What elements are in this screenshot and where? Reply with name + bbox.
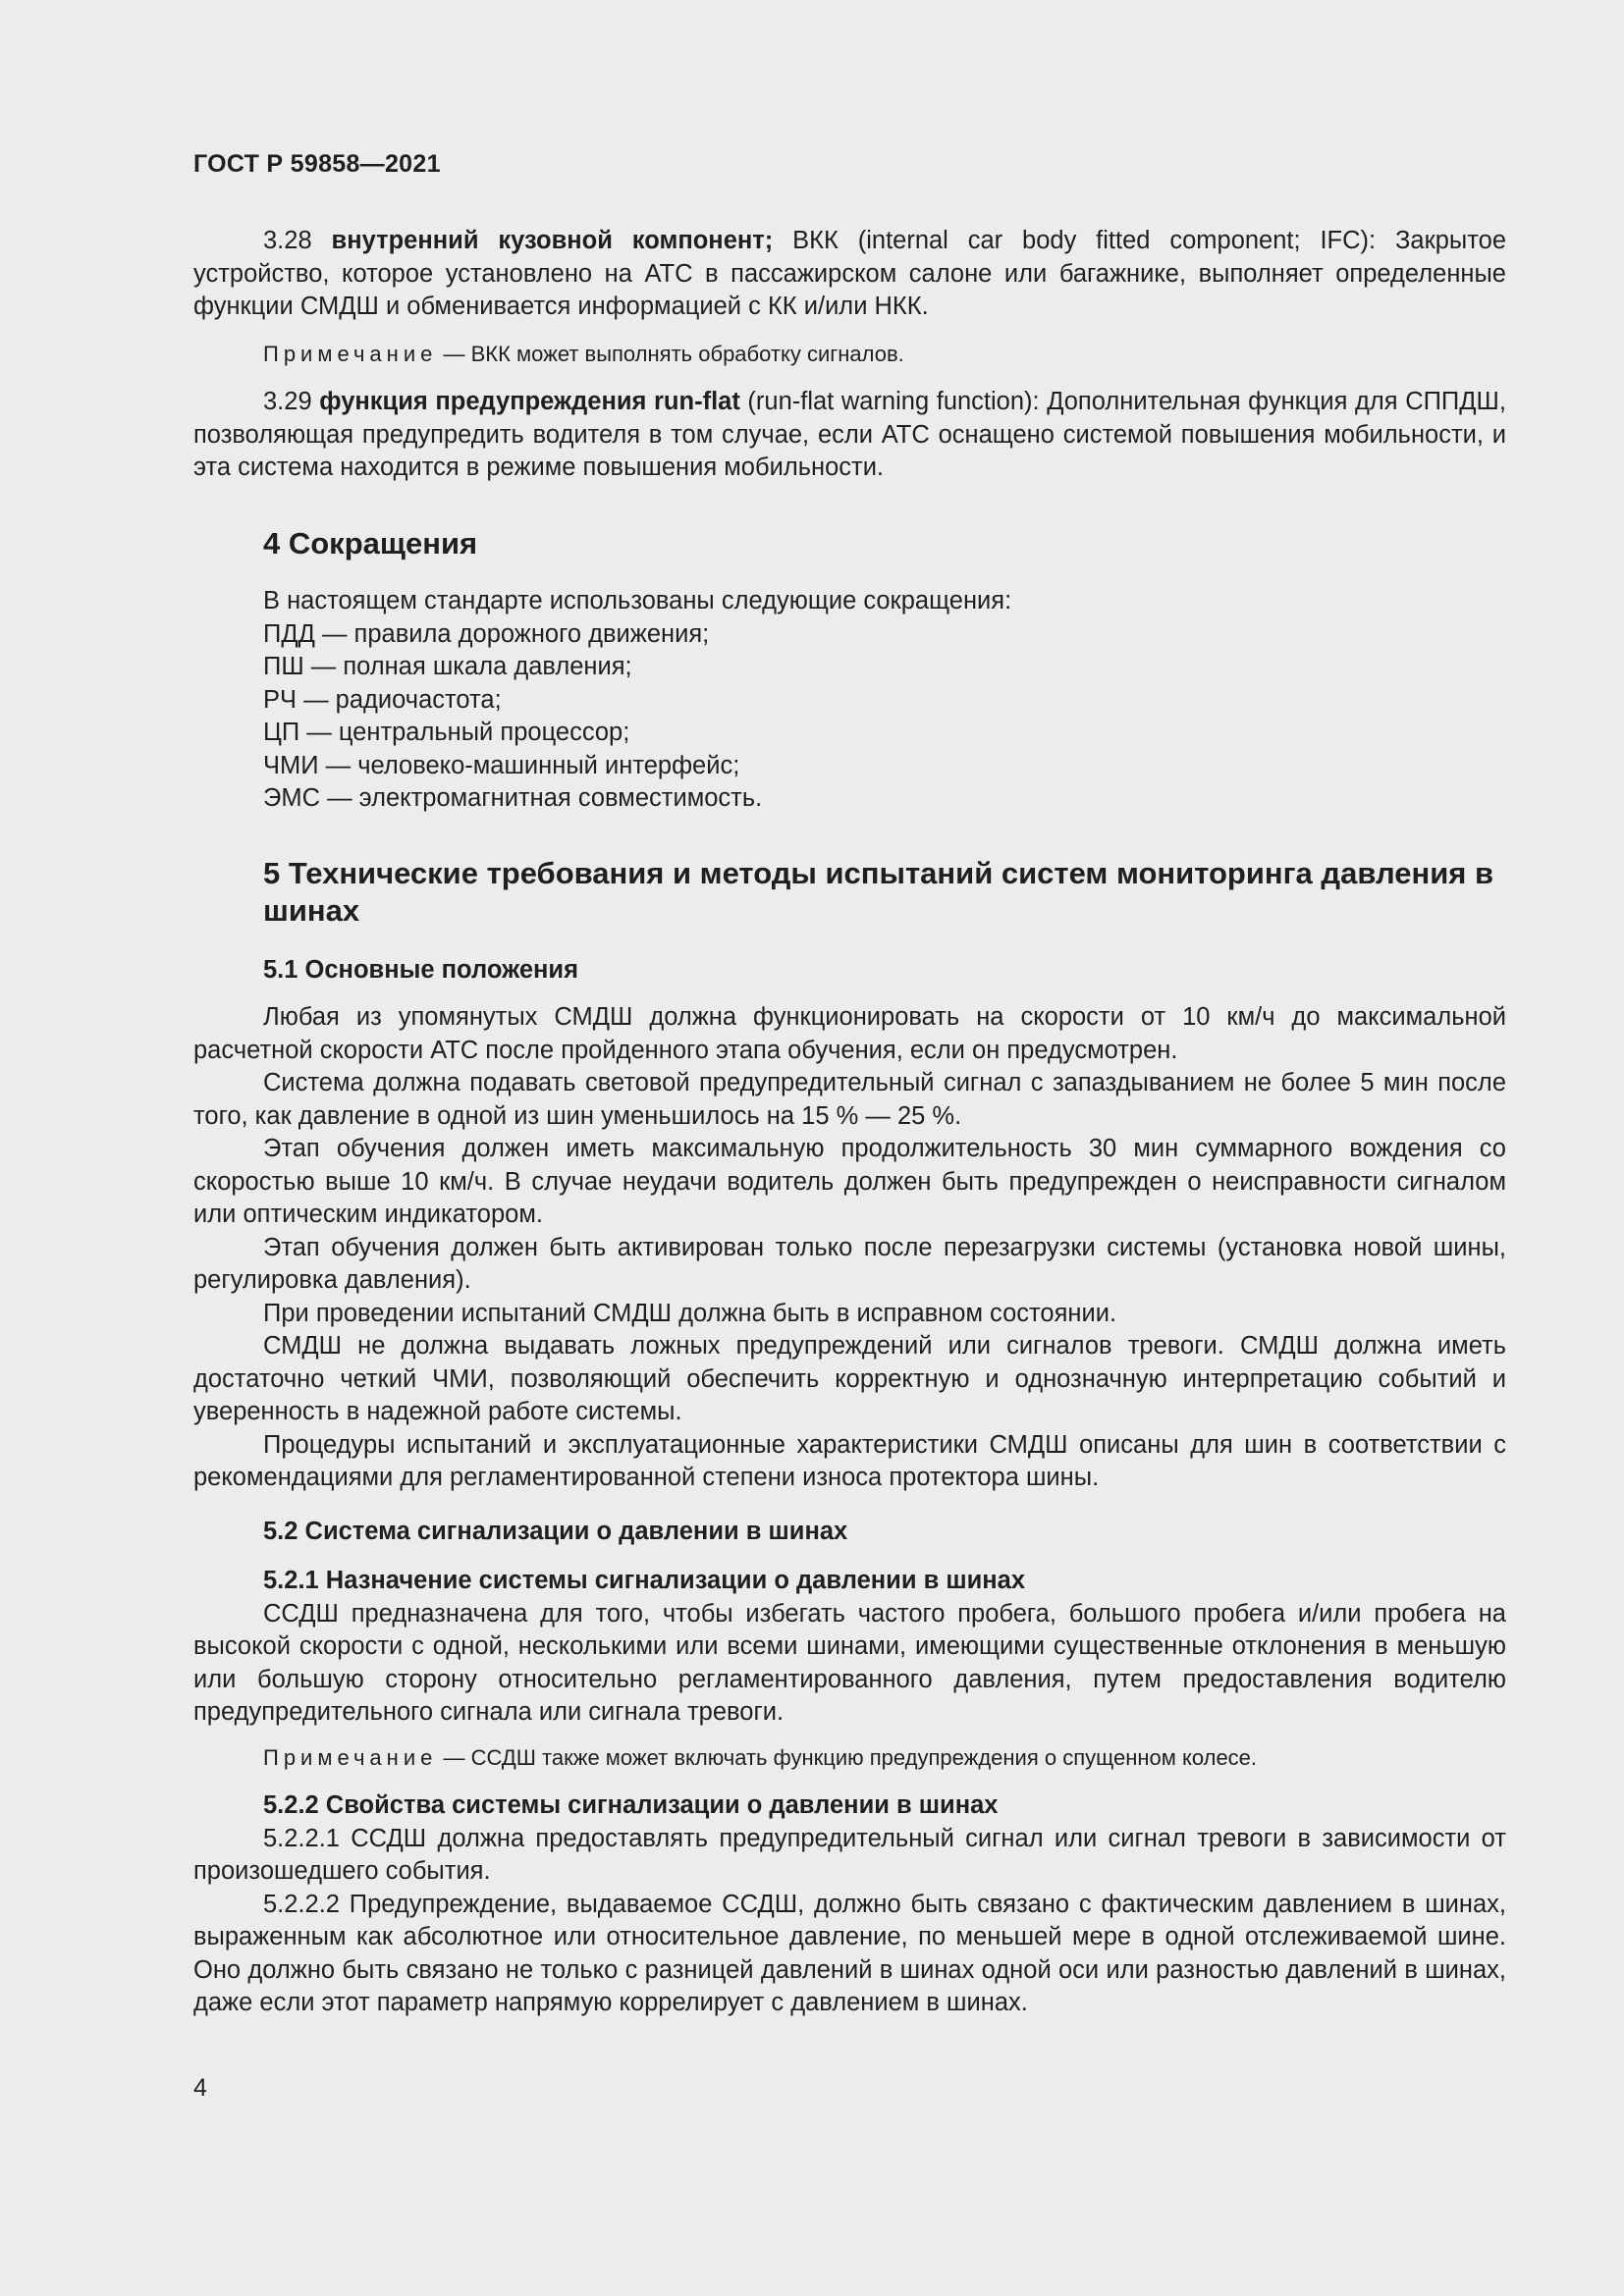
paragraph: СМДШ не должна выдавать ложных предупреждений или сигналов тревоги. СМДШ должна иметь достаточно четкий ЧМИ, позволяющий обеспечить корректную и однозначную интерпретацию событий и уверенность в надежной работе системы. [193,1332,1506,1425]
note-1-dash: — [437,342,471,366]
section-5-heading-wrap [193,855,1506,930]
subsection-5-2-1-heading: 5.2.1 Назначение системы сигнализации о давлении в шинах [263,1567,1026,1594]
clause-5-2-2-1: 5.2.2.1 ССДШ должна предоставлять предупредительный сигнал или сигнал тревоги в зависимости от произошедшего события. [193,1824,1506,1885]
paragraph: Процедуры испытаний и эксплуатационные характеристики СМДШ описаны для шин в соответствии с рекомендациями для регламентированной степени износа протектора шины. [193,1430,1506,1491]
paragraph: Любая из упомянутых СМДШ должна функционировать на скорости от 10 км/ч до максимальной расчетной скорости АТС после пройденного этапа обучения, если он предусмотрен. [193,1003,1506,1064]
note-1 [193,340,1506,369]
abbreviation-item: ЭМС — электромагнитная совместимость. [263,784,763,812]
clause-3-28-text [193,225,1506,324]
note-2 [193,1743,1506,1773]
abbreviation-item: ПДД — правила дорожного движения; [263,619,710,648]
clause-3-29-term: функция предупреждения run-flat [319,388,740,415]
note-2-text: ССДШ также может включать функцию предупреждения о спущенном колесе. [470,1745,1258,1770]
note-1-label: Примечание [263,342,438,366]
abbreviations-intro: В настоящем стандарте использованы следующие сокращения: [263,587,1012,614]
abbreviation-item: ЧМИ — человеко-машинный интерфейс; [263,751,740,779]
document-header: ГОСТ Р 59858—2021 [193,150,441,178]
page-number: 4 [193,2074,207,2102]
clause-3-28-number: 3.28 [263,227,332,254]
subsection-5-1-heading-wrap [193,954,1506,988]
subsection-5-2-1-text: ССДШ предназначена для того, чтобы избегать частого пробега, большого пробега и/или пробега на высокой скорости с одной, несколькими или всеми шинами, имеющими существенные отклонения в меньшую или большую сторону относительно регламентированного давления, путем предоставления водителю предупредительного сигнала или сигнала тревоги. [193,1599,1506,1726]
abbreviations-list [193,585,1506,816]
note-2-label: Примечание [263,1745,438,1770]
subsection-5-2-heading-wrap [193,1516,1506,1549]
note-2-dash: — [437,1745,471,1770]
subsection-5-1-heading: 5.1 Основные положения [263,956,578,984]
subsection-5-2-2-heading: 5.2.2 Свойства системы сигнализации о давлении в шинах [263,1791,999,1819]
abbreviation-item: ЦП — центральный процессор; [263,719,630,746]
paragraph: При проведении испытаний СМДШ должна быть в исправном состоянии. [263,1299,1117,1327]
paragraph: Система должна подавать световой предупредительный сигнал с запаздыванием не более 5 мин после того, как давление в одной из шин уменьшилось на 15 % — 25 %. [193,1069,1506,1130]
clause-3-28 [193,225,1506,324]
note-1-text: ВКК может выполнять обработку сигналов. [470,342,904,366]
subsection-5-2-heading: 5.2 Система сигнализации о давлении в шинах [263,1518,848,1545]
subsection-5-2-2 [193,1789,1506,2020]
clause-3-28-term: внутренний кузовной компонент; [331,227,774,254]
section-4-heading-wrap [193,525,1506,562]
clause-3-28-definition: ВКК (internal car body fitted component; IFC): Закрытое устройство, которое установлено на АТС в пассажирском салоне или багажнике, выполняет определенные функции СМДШ и обменивается информацией с КК и/или НКК. [193,227,1506,320]
section-5-heading: 5 Технические требования и методы испытаний систем мониторинга давления в шинах [263,856,1494,928]
clause-3-29-definition: (run-flat warning function): Дополнительная функция для СППДШ, позволяющая предупредить водителя в том случае, если АТС оснащено системой повышения мобильности, и эта система находится в режиме повышения мобильности. [193,388,1506,481]
subsection-5-2-1 [193,1565,1506,1730]
clause-3-29-number: 3.29 [263,388,320,415]
paragraph: Этап обучения должен иметь максимальную продолжительность 30 мин суммарного вождения со скоростью выше 10 км/ч. В случае неудачи водитель должен быть предупрежден о неисправности сигналом или оптическим индикатором. [193,1135,1506,1228]
abbreviation-item: РЧ — радиочастота; [263,685,502,714]
abbreviation-item: ПШ — полная шкала давления; [263,653,632,680]
subsection-5-1-body [193,1001,1506,1495]
clause-3-29-text [193,386,1506,485]
clause-3-29 [193,386,1506,485]
clause-5-2-2-2: 5.2.2.2 Предупреждение, выдаваемое ССДШ, должно быть связано с фактическим давлением в шинах, выраженным как абсолютное или относительное давление, по меньшей мере в одной отслеживаемой шине. Оно должно быть связано не только с разницей давлений в шинах одной оси или разностью давлений в шинах, даже если этот параметр напрямую коррелирует с давлением в шинах. [193,1890,1506,2016]
paragraph: Этап обучения должен быть активирован только после перезагрузки системы (установка новой шины, регулировка давления). [193,1233,1506,1294]
section-4-heading: 4 Сокращения [263,526,478,561]
